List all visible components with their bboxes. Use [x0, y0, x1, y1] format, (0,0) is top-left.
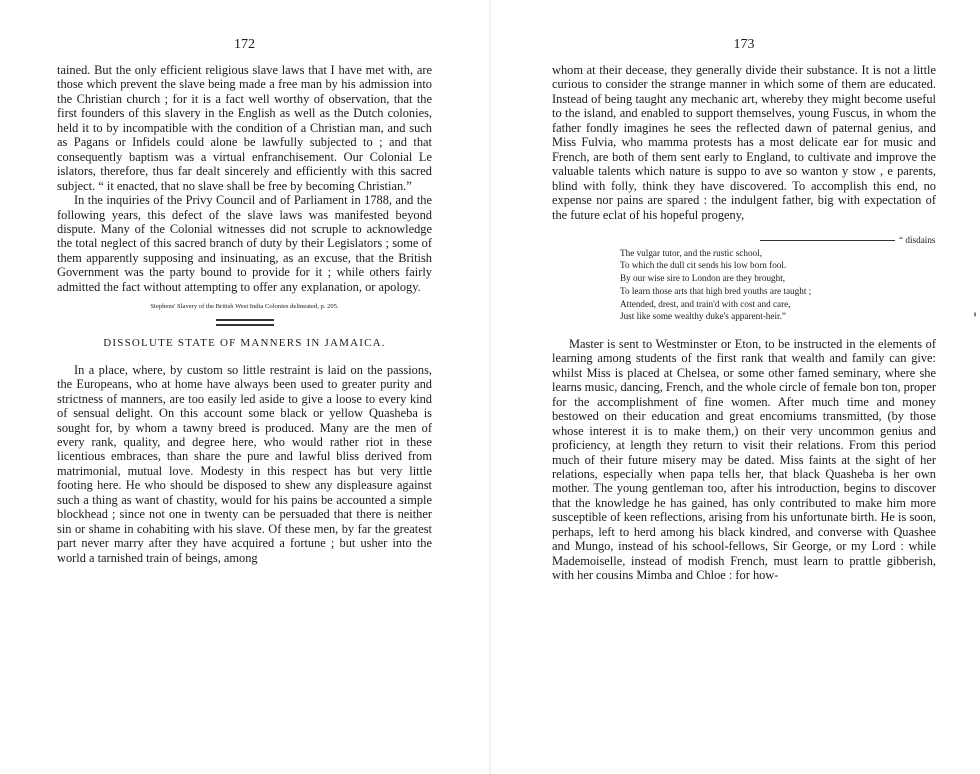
poem-line: Just like some wealthy duke's apparent-heir.”	[620, 311, 786, 322]
poem-line: By our wise sire to London are they brought,	[620, 273, 786, 284]
poem-line: To which the dull cit sends his low born fool.	[620, 260, 787, 271]
right-paragraph-2: Master is sent to Westminster or Eton, to be instructed in the elements of learning among students of the first rank that wealth and family can give: whilst Miss is placed at Chelsea, or some other famed seminary, where she learns music, dancing, French, and the whole circle of female bon ton, proper for the accomplishment of fine women. After much time and money bestowed on their education and great encomiums transmitted, (by those whose interest it is to make them,) on their very uncommon genius and proficiency, at length they return to visit their relations. From this period much of their future misery may be dated. Miss faints at the sight of her relations, especially when papa tells her, that black Quasheba is her own mother. The young gentleman too, after his introduction, begins to discover that the knowledge he has gained, has only contributed to make him more susceptible of keen reflections, arising from his unfortunate birth. He is soon, perhaps, left to herd among his black kindred, and converse with Quashee and Mungo, instead of his school-fellows, Sir George, or my Lord : while Mademoiselle, instead of modish French, must learn to prattle gibberish, with her cousins Mimba and Chloe : for how-	[552, 336, 936, 583]
poem-line: “ disdains	[760, 234, 936, 247]
poem-line: Attended, drest, and train'd with cost and care,	[620, 298, 791, 309]
poem-quote	[620, 234, 936, 323]
right-page	[490, 0, 980, 774]
page-number-left: 172	[234, 37, 255, 52]
page-number-right: 173	[733, 37, 755, 52]
footnote: Stephens' Slavery of the British West India Colonies delineated, p. 205.	[150, 303, 339, 311]
margin-mark: '	[973, 311, 977, 327]
section-title: DISSOLUTE STATE OF MANNERS IN JAMAICA.	[103, 337, 386, 350]
left-body	[57, 63, 432, 565]
right-body	[552, 63, 936, 583]
poem-line: To learn those arts that high bred youths are taught ;	[620, 285, 812, 296]
poem-line: The vulgar tutor, and the rustic school,	[620, 247, 763, 258]
left-paragraph-2: In the inquiries of the Privy Council and of Parliament in 1788, and the following years, this defect of the slave laws was manifested beyond dispute. Many of the Colonial witnesses did not scruple to acknowledge the total neglect of this sacred branch of duty by their Legislators ; some of them apparently supposing and insinuating, as an excuse, that the British Government was the party bound to provide for it ; while others fairly admitted the fact without attempting to offer any explanation, or apology.	[57, 193, 432, 294]
left-paragraph-3: In a place, where, by custom so little restraint is laid on the passions, the Europeans, who at home have always been used to greater purity and strictness of manners, are too easily led aside to give a loose to every kind of sensual delight. On this account some black or yellow Quasheba is sought for, by whom a tawny breed is produced. Many are the men of every rank, quality, and degree here, who would rather riot in these licentious embraces, than share the pure and lawful bliss derived from matrimonial, mutual love. Modesty in this respect has but very little footing here. He who should be disposed to shew any displeasure against such a thing as want of chastity, would for his pains be accounted a simple blockhead ; since not one in twenty can be persuaded that there is neither sin or shame in cohabiting with his slave. Of these men, by far the greatest part never marry after they have acquired a fortune ; but usher into the world a tarnished train of beings, among	[57, 362, 432, 565]
left-paragraph-1: tained. But the only efficient religious slave laws that I have met with, are those which prevent the slave being made a free man by his admission into the Christian church ; for it is a fact well worthy of observation, that the first founders of this slavery in the English as well as the Dutch colonies, held it to by incompatible with the condition of a Christian man, and such as Pagans or Infidels could alone be lawfully subjected to ; and that consequently baptism was a virtual enfranchisement. Our Colonial Le islators, therefore, thus far dealt sincerely and efficiently with this sacred subject. “ it enacted, that no slave shall be free by becoming Christian.”	[57, 63, 432, 193]
right-paragraph-1: whom at their decease, they generally divide their substance. It is not a little curious to consider the strange manner in which some of them are educated. Instead of being taught any mechanic art, whereby they might become useful to the island, and enabled to support themselves, young Fuscus, in whom the father fondly imagines he sees the reflected dawn of paternal genius, and Miss Fulvia, who mamma protests has a most delicate ear for music and French, are both of them sent early to England, to cultivate and improve the valuable talents which nature is suppo to ave so wanton y stow , e parents, blind with folly, think they have discovered. To accomplish this end, no expense nor pains are spared : the indulgent father, big with expectation of the future eclat of his hopeful progeny,	[552, 63, 936, 222]
ornamental-rule	[216, 319, 274, 326]
quote-dash	[760, 240, 895, 241]
